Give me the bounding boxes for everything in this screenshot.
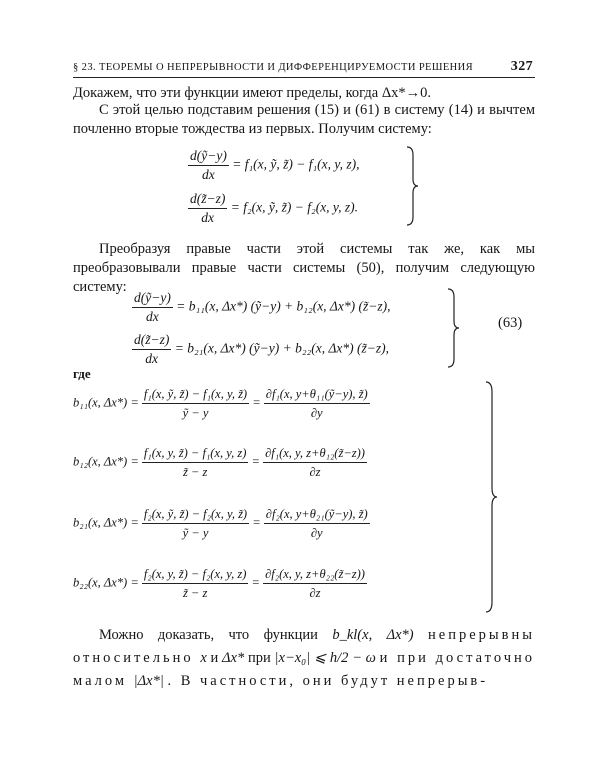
b22-num1: f₂(x, y, z̃) − f₂(x, y, z) <box>142 566 249 584</box>
b22-formula <box>73 566 367 601</box>
sys1-l2-num: d(z̃−z) <box>188 191 227 209</box>
para3-cond: |x−x₀| ⩽ h/2 − ω <box>274 650 376 666</box>
text-line1: Докажем, что эти функции имеют пределы, когда Δx*→0. <box>73 85 432 101</box>
b21-formula <box>73 506 370 541</box>
b22-equals: = <box>251 575 260 590</box>
para3-f: . В частности, они будут непрерыв- <box>167 673 489 689</box>
b21-den2: ∂y <box>310 526 323 540</box>
b11-den1: ỹ − y <box>182 406 209 420</box>
page-number: 327 <box>510 59 533 74</box>
para3-a: Можно доказать, что функции <box>99 627 333 643</box>
paragraph-2: Преобразуя правые части этой системы так же, как мы преобразовывали правые части системы (50), получим следующую систему: <box>73 241 535 295</box>
b21-num1: f₂(x, ỹ, z̃) − f₂(x, y, z̃) <box>142 506 249 524</box>
b12-lhs: b₁₂(x, Δx*) = <box>73 454 139 469</box>
sys1-line1 <box>188 148 360 183</box>
sys2-line1 <box>132 290 390 325</box>
para3-b: непрерывны относительно <box>73 627 536 666</box>
b12-den2: ∂z <box>309 465 321 479</box>
b21-den1: ỹ − y <box>182 526 209 540</box>
b11-formula <box>73 386 370 421</box>
b12-den1: z̃ − z <box>182 465 208 479</box>
sys1-l1-den: dx <box>202 167 215 182</box>
b22-num2: ∂f₂(x, y, z+θ₂₂(z̃−z)) <box>263 566 367 584</box>
b11-equals: = <box>252 395 261 410</box>
b11-num2: ∂f₁(x, y+θ₁₁(ỹ−y), z̃) <box>264 386 370 404</box>
b21-num2: ∂f₂(x, y+θ₂₁(ỹ−y), z̃) <box>264 506 370 524</box>
where-word: где <box>73 366 91 381</box>
sys2-l1-den: dx <box>146 309 159 324</box>
sys2-l2-num: d(z̃−z) <box>132 332 171 350</box>
sys1-l2-den: dx <box>201 210 215 225</box>
b22-den1: z̃ − z <box>182 586 208 600</box>
sys1-brace <box>404 145 420 227</box>
para3-x: x <box>200 650 207 666</box>
sys2-l1-rhs: = b₁₁(x, Δx*) (ỹ−y) + b₁₂(x, Δx*) (z̃−z), <box>176 298 391 314</box>
para3-absdx: |Δx*| <box>133 673 164 689</box>
running-header <box>73 59 533 74</box>
running-title: § 23. ТЕОРЕМЫ О НЕПРЕРЫВНОСТИ И ДИФФЕРЕНЦИРУЕМОСТИ РЕШЕНИЯ <box>73 62 474 73</box>
b21-equals: = <box>252 515 261 530</box>
sys2-line2 <box>132 332 389 367</box>
para3-bkl: b_kl(x, Δx*) <box>332 627 414 643</box>
equation-number: (63) <box>498 315 523 331</box>
sys2-l2-den: dx <box>145 351 159 366</box>
b12-formula <box>73 445 367 480</box>
b22-den2: ∂z <box>309 586 321 600</box>
b11-lhs: b₁₁(x, Δx*) = <box>73 395 139 410</box>
sys1-l1-num: d(ỹ−y) <box>188 148 229 166</box>
b-coeffs-brace <box>483 380 499 614</box>
para3-c: и <box>210 650 223 666</box>
b21-lhs: b₂₁(x, Δx*) = <box>73 515 139 530</box>
para3-d: при <box>248 650 275 666</box>
b12-equals: = <box>251 454 260 469</box>
b12-num2: ∂f₁(x, y, z+θ₁₂(z̃−z)) <box>263 445 367 463</box>
sys2-brace <box>445 287 461 369</box>
b11-den2: ∂y <box>310 406 323 420</box>
b22-lhs: b₂₂(x, Δx*) = <box>73 575 139 590</box>
header-rule <box>73 77 535 78</box>
sys1-line2 <box>188 191 358 226</box>
b12-num1: f₁(x, y, z̃) − f₁(x, y, z) <box>142 445 249 463</box>
sys2-l2-rhs: = b₂₁(x, Δx*) (ỹ−y) + b₂₂(x, Δx*) (z̃−z), <box>174 340 389 356</box>
b11-num1: f₁(x, ỹ, z̃) − f₁(x, y, z̃) <box>142 386 249 404</box>
sys2-l1-num: d(ỹ−y) <box>132 290 173 308</box>
paragraph-1: С этой целью подставим решения (15) и (61) в систему (14) и вычтем почленно вторые тождества из первых. Получим систему: <box>73 102 535 137</box>
sys1-l2-rhs: = f₂(x, ỹ, z̃) − f₂(x, y, z). <box>230 199 359 215</box>
para3-dx: Δx* <box>222 650 245 666</box>
sys1-l1-rhs: = f₁(x, ỹ, z̃) − f₁(x, y, z), <box>232 156 360 172</box>
paragraph-3 <box>73 624 535 693</box>
para3-e: и при достаточно малом <box>73 650 536 689</box>
